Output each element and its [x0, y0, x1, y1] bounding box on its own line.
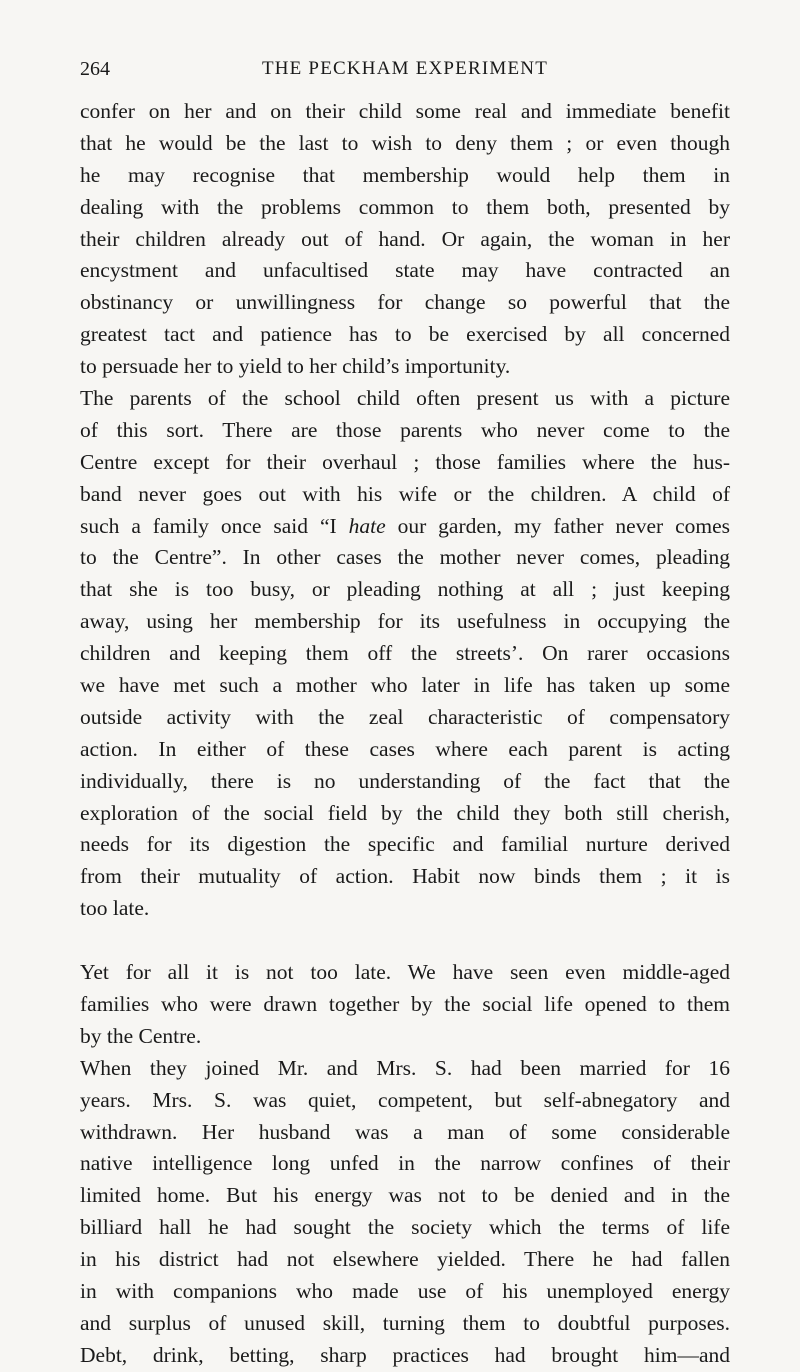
text-line: confer on her and on their child some real and immediate benefit [80, 99, 730, 123]
text-line: Debt, drink, betting, sharp practices had brought him—and [80, 1342, 730, 1367]
text-line: he may recognise that membership would help them in [80, 162, 730, 187]
text-line: too late. [80, 896, 150, 921]
italic-word: hate [348, 513, 386, 538]
text-line: in with companions who made use of his unemployed energy [80, 1278, 730, 1303]
body-text [80, 96, 730, 1372]
text-line: that he would be the last to wish to deny them ; or even though [80, 130, 730, 155]
text-line: native intelligence long unfed in the narrow confines of their [80, 1151, 730, 1176]
running-head: THE PECKHAM EXPERIMENT [261, 58, 549, 79]
text-line: needs for its digestion the specific and familial nurture derived [80, 832, 730, 857]
text-line: billiard hall he had sought the society which the terms of life [80, 1215, 730, 1240]
text-line: children and keeping them off the streets’. On rarer occasions [80, 641, 730, 666]
text-line: encystment and unfacultised state may have contracted an [80, 258, 730, 283]
text-line: from their mutuality of action. Habit now binds them ; it is [80, 864, 730, 889]
text-line: families who were drawn together by the social life opened to them [80, 991, 730, 1016]
text-line: away, using her membership for its usefulness in occupying the [80, 609, 730, 634]
book-page [80, 58, 730, 1372]
paragraph-1 [80, 96, 730, 383]
paragraph-2 [80, 383, 730, 925]
text-line: obstinancy or unwillingness for change so powerful that the [80, 290, 730, 315]
text-line: to persuade her to yield to her child’s importunity. [80, 354, 511, 379]
text-line: The parents of the school child often present us with a picture [80, 386, 730, 411]
text-line: we have met such a mother who later in life has taken up some [80, 673, 730, 698]
text-line: When they joined Mr. and Mrs. S. had been married for 16 [80, 1055, 730, 1080]
text-line: their children already out of hand. Or again, the woman in her [80, 226, 730, 251]
paragraph-3 [80, 957, 730, 1053]
text-line: and surplus of unused skill, turning them to doubtful purposes. [80, 1310, 730, 1335]
text-line: Yet for all it is not too late. We have seen even middle-aged [80, 960, 730, 985]
page-header [80, 58, 730, 94]
paragraph-4 [80, 1053, 730, 1372]
text-segment: such a family once said “I [80, 513, 337, 538]
text-line: limited home. But his energy was not to be denied and in the [80, 1183, 730, 1208]
text-line: action. In either of these cases where each parent is acting [80, 736, 730, 761]
text-line: to the Centre”. In other cases the mother never comes, pleading [80, 545, 730, 570]
text-line: in his district had not elsewhere yielded. There he had fallen [80, 1247, 730, 1272]
text-segment: our garden, my father never comes [397, 513, 731, 538]
text-line: years. Mrs. S. was quiet, competent, but self-abnegatory and [80, 1087, 730, 1112]
text-line: band never goes out with his wife or the children. A child of [80, 481, 730, 506]
text-line: by the Centre. [80, 1023, 202, 1048]
text-line: greatest tact and patience has to be exercised by all concerned [80, 322, 730, 347]
text-line: outside activity with the zeal characteristic of compensatory [80, 704, 730, 729]
text-line: dealing with the problems common to them both, presented by [80, 194, 730, 219]
text-line: exploration of the social field by the child they both still cherish, [80, 800, 730, 825]
text-line: Centre except for their overhaul ; those families where the hus- [80, 449, 730, 474]
text-line: withdrawn. Her husband was a man of some considerable [80, 1119, 730, 1144]
text-line: individually, there is no understanding of the fact that the [80, 768, 730, 793]
text-line: of this sort. There are those parents who never come to the [80, 417, 730, 442]
page-number: 264 [80, 58, 110, 80]
text-line-with-italic [80, 511, 730, 543]
text-line: that she is too busy, or pleading nothing at all ; just keeping [80, 577, 730, 602]
paragraph-gap [80, 925, 730, 957]
